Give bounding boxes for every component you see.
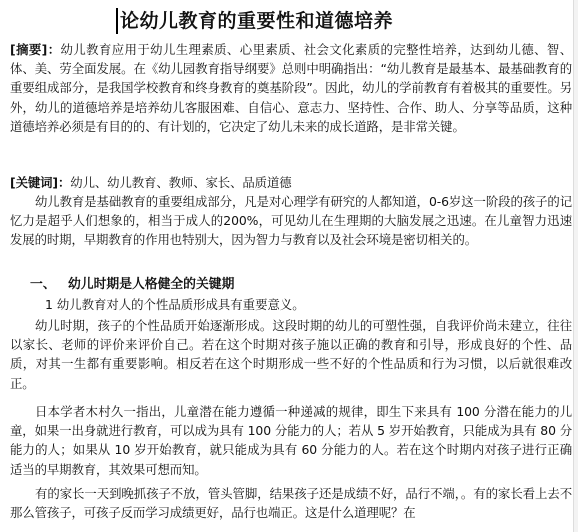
window-right-edge [573,0,578,532]
section-one-number: 一、 [30,277,56,292]
body-paragraph: 幼儿时期，孩子的个性品质开始逐渐形成。这段时期的幼儿的可塑性强，自我评价尚未建立，往往以家长、老师的评价来评价自己。若在这个时期对孩子施以正确的教育和引导，形成良好的个性、品质，对其一生都有重要影响。相反若在这个时期形成一些不好的个性品质和行为习惯，以后就很难改正。 [10,318,572,391]
abstract-text: 幼儿教育应用于幼儿生理素质、心里素质、社会文化素质的完整性培养，达到幼儿德、智、体、美、劳全面发展。在《幼儿园教育指导纲要》总则中明确指出：“幼儿教育是最基本、最基础教育的重要组成部分，是我国学校教育和终身教育的奠基阶段”。因此，幼儿的学前教育有着极其的重要性。另外，幼儿的道德培养是培养幼儿客服困难、自信心、意志力、坚持性、合作、助人、分享等品质，这种道德培养必须是有目的的、有计划的，它决定了幼儿未来的成长道路，是非常关键。 [10,42,573,134]
body-paragraph: 日本学者木村久一指出，儿童潜在能力遵循一种递减的规律，即生下来具有 100 分潜在能力的儿童，如果一出身就进行教育，可以成为具有 100 分能力的人；若从 5 岁开始教育，只能成为具有 80 分能力的人；如果从 10 岁开始教育，就只能成为具有 60 分能力的人。若在这个时期内对孩子进行正确适当的早期教育，其效果可想而知。 [10,404,572,477]
intro-paragraph: 幼儿教育是基础教育的重要组成部分，凡是对心理学有研究的人都知道，0-6岁这一阶段的孩子的记忆力是超乎人们想象的，相当于成人的200%，可见幼儿在生理期的大脑发展之迅速。在儿童智力迅速发展的时期，早期教育的作用也特别大，因为智力与教育以及社会环境是密切相关的。 [10,194,572,248]
section-one-title: 幼儿时期是人格健全的关键期 [68,277,235,292]
abstract-label: [摘要]： [10,42,61,57]
abstract-paragraph [10,40,572,136]
document-title: 论幼儿教育的重要性和道德培养 [120,10,394,32]
section-one-heading [10,275,234,294]
keywords-text: 幼儿、幼儿教育、教师、家长、品质道德 [70,175,292,190]
text-cursor [116,8,118,34]
keywords-label: [关键词]： [10,175,71,190]
subsection-one-heading: 1 幼儿教育对人的个性品质形成具有重要意义。 [45,297,305,312]
body-paragraph: 有的家长一天到晚抓孩子不放，管头管脚，结果孩子还是成绩不好，品行不端，。有的家长看上去不那么管孩子，可孩子反而学习成绩更好，品行也端正。这是什么道理呢？在 [10,486,572,521]
keywords-paragraph [10,173,572,192]
